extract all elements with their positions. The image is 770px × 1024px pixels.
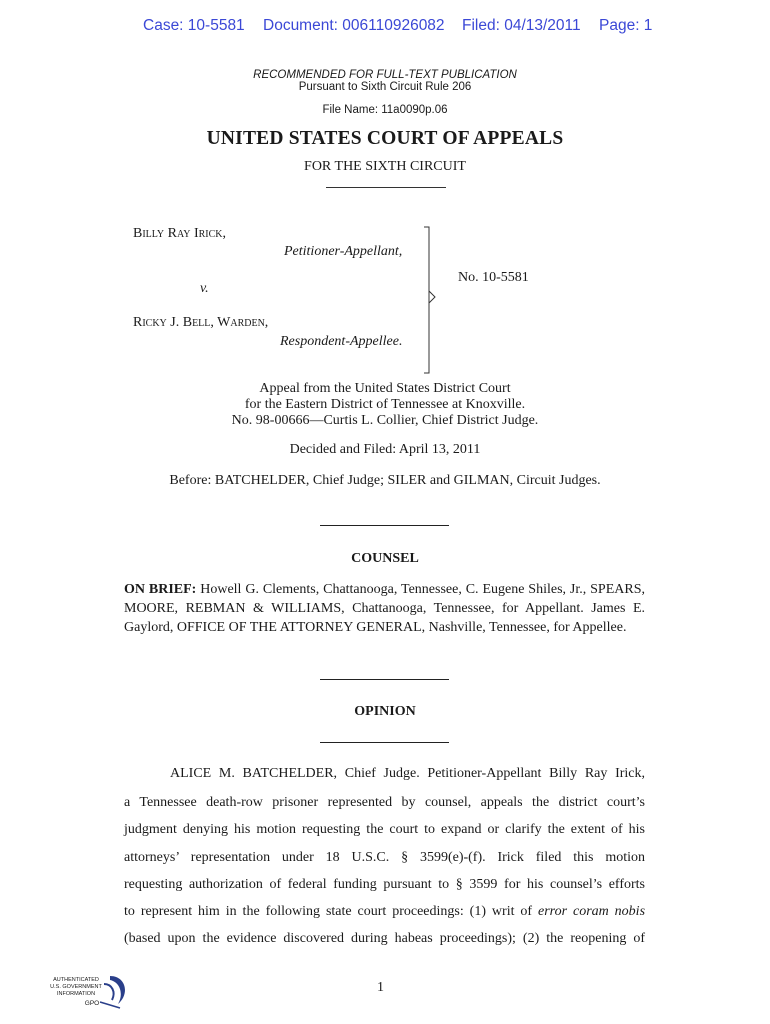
section-divider — [320, 679, 449, 680]
stamp-document: Document: 006110926082 — [263, 17, 445, 34]
stamp-filed: Filed: 04/13/2011 — [462, 17, 581, 34]
seal-text: AUTHENTICATED — [53, 977, 99, 983]
petitioner-name: Billy Ray Irick, — [133, 226, 227, 241]
appeal-line: for the Eastern District of Tennessee at Knoxville. — [244, 397, 526, 412]
opinion-line: requesting authorization of federal funding pursuant to § 3599 for his counsel’s efforts — [124, 877, 645, 892]
petitioner-role: Petitioner-Appellant, — [284, 244, 403, 259]
section-divider — [320, 742, 449, 743]
appeal-line: No. 98-00666—Curtis L. Collier, Chief District Judge. — [231, 413, 539, 428]
opinion-line — [124, 904, 645, 920]
counsel-label: ON BRIEF: — [124, 582, 197, 597]
opinion-line-text: to represent him in the following state court proceedings: (1) writ of — [124, 904, 533, 919]
opinion-line: attorneys’ representation under 18 U.S.C. § 3599(e)-(f). Irick filed this motion — [124, 850, 645, 865]
respondent-role: Respondent-Appellee. — [280, 334, 403, 349]
counsel-text: Howell G. Clements, Chattanooga, Tennessee, C. Eugene Shiles, Jr., SPEARS, MOORE, REBMAN & WILLIAMS, Chattanooga, Tennessee, for Appellant. James E. Gaylord, OFFICE OF THE ATTORNEY GENERAL, Nashville, Tennessee, for Appellee. — [124, 582, 646, 635]
italic-phrase: error coram nobis — [538, 904, 646, 919]
seal-text: U.S. GOVERNMENT — [50, 984, 102, 990]
court-title: UNITED STATES COURT OF APPEALS — [206, 128, 564, 149]
opinion-heading: OPINION — [354, 704, 416, 719]
opinion-line: judgment denying his motion requesting the court to expand or clarify the extent of his — [124, 822, 645, 837]
stamp-page: Page: 1 — [599, 17, 653, 34]
decided-date: Decided and Filed: April 13, 2011 — [289, 442, 481, 457]
case-number: No. 10-5581 — [458, 270, 529, 285]
counsel-paragraph — [124, 580, 645, 637]
section-divider — [320, 525, 449, 526]
seal-text: INFORMATION — [56, 991, 96, 997]
publication-notice: RECOMMENDED FOR FULL-TEXT PUBLICATION — [253, 69, 517, 81]
panel-judges: Before: BATCHELDER, Chief Judge; SILER and GILMAN, Circuit Judges. — [169, 473, 601, 488]
page-number: 1 — [377, 980, 384, 995]
caption-bracket — [423, 225, 439, 375]
gpo-seal-logo — [40, 972, 132, 1014]
opinion-line: a Tennessee death-row prisoner represented by counsel, appeals the district court’s — [124, 795, 645, 810]
stamp-case: Case: 10-5581 — [143, 17, 245, 34]
seal-text: GPO — [84, 1000, 100, 1007]
versus: v. — [200, 281, 209, 296]
respondent-name: Ricky J. Bell, Warden, — [133, 315, 269, 330]
appeal-line: Appeal from the United States District Court — [259, 381, 511, 396]
title-divider — [326, 187, 446, 188]
opinion-line: ALICE M. BATCHELDER, Chief Judge. Petitioner-Appellant Billy Ray Irick, — [170, 766, 645, 781]
opinion-line: (based upon the evidence discovered during habeas proceedings); (2) the reopening of — [124, 931, 645, 946]
counsel-heading: COUNSEL — [351, 551, 419, 566]
circuit-name: FOR THE SIXTH CIRCUIT — [304, 159, 466, 174]
rule-notice: Pursuant to Sixth Circuit Rule 206 — [298, 81, 472, 93]
filing-stamp — [0, 17, 770, 39]
file-name: File Name: 11a0090p.06 — [322, 104, 448, 116]
